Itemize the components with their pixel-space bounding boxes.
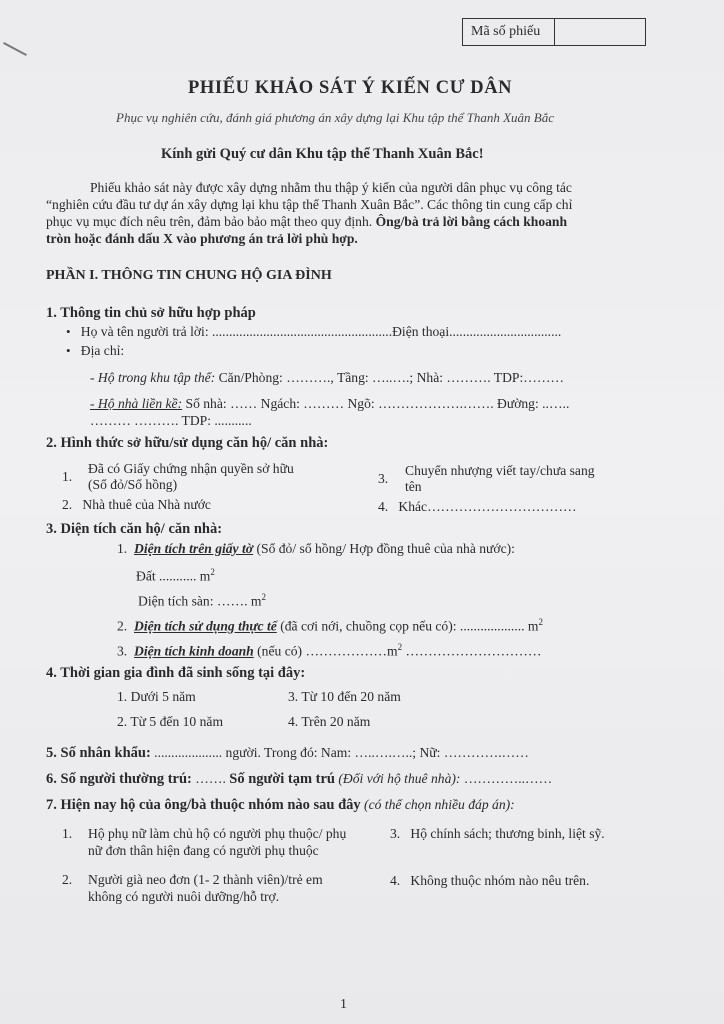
q7-option-2-num[interactable]: 2. bbox=[62, 872, 73, 887]
intro-line-1: Phiếu khảo sát này được xây dựng nhằm thu thập ý kiến của người dân phục vụ công tác bbox=[90, 180, 572, 195]
q2-option-4[interactable]: 4. Khác…………………………… bbox=[378, 499, 577, 514]
q1-title: 1. Thông tin chủ sở hữu hợp pháp bbox=[46, 305, 256, 321]
intro-line-2: “nghiên cứu đầu tư dự án xây dựng lại khu tập thể Thanh Xuân Bắc”. Các thông tin cung cấp chỉ bbox=[46, 197, 573, 212]
adjacent-house-row-cont[interactable]: ……… ………. TDP: ........... bbox=[90, 413, 252, 428]
pen-mark bbox=[3, 42, 27, 56]
q2-option-1-num[interactable]: 1. bbox=[62, 469, 73, 484]
q5-row[interactable]: 5. Số nhân khẩu: .................... người. Trong đó: Nam: …..….…..; Nữ: ………….…… bbox=[46, 745, 529, 761]
q7-title: 7. Hiện nay hộ của ông/bà thuộc nhóm nào sau đây (có thể chọn nhiều đáp án): bbox=[46, 797, 515, 813]
form-code-box bbox=[462, 18, 646, 46]
q2-option-2[interactable]: 2. Nhà thuê của Nhà nước bbox=[62, 497, 211, 512]
q7-option-2-line2[interactable]: không có người nuôi dưỡng/hỗ trợ. bbox=[88, 889, 280, 904]
q2-option-3-line2[interactable]: tên bbox=[405, 479, 422, 494]
phone-field[interactable]: Điện thoại................................. bbox=[392, 324, 562, 339]
q4-option-3[interactable]: 3. Từ 10 đến 20 năm bbox=[288, 689, 401, 704]
land-area-field[interactable]: Đất ........... $m^2$ bbox=[136, 567, 215, 584]
greeting: Kính gửi Quý cư dân Khu tập thể Thanh Xuân Bắc! bbox=[161, 146, 484, 162]
section-1-heading: PHẦN I. THÔNG TIN CHUNG HỘ GIA ĐÌNH bbox=[46, 268, 332, 283]
q2-option-3-line1[interactable]: Chuyển nhượng viết tay/chưa sang bbox=[405, 463, 595, 478]
q2-option-1-line2[interactable]: (Sổ đỏ/Sổ hồng) bbox=[88, 477, 178, 492]
business-area-field[interactable]: 3. Diện tích kinh doanh (nếu có) $\dots\dots\dots\dots\dots\dots m^2$ ………………………… bbox=[117, 642, 542, 659]
q3-title: 3. Diện tích căn hộ/ căn nhà: bbox=[46, 521, 223, 537]
adjacent-house-row[interactable]: - Hộ nhà liền kề: Số nhà: …… Ngách: ……… Ngõ: ……………….……. Đường: ..….. bbox=[90, 396, 570, 411]
floor-area-field[interactable]: Diện tích sàn: ……. $m^2$ bbox=[138, 592, 266, 609]
q7-option-1-line2[interactable]: nữ đơn thân hiện đang có người phụ thuộc bbox=[88, 843, 319, 858]
q4-option-2[interactable]: 2. Từ 5 đến 10 năm bbox=[117, 714, 224, 729]
q4-option-4[interactable]: 4. Trên 20 năm bbox=[288, 714, 371, 729]
actual-area-field[interactable]: 2. Diện tích sử dụng thực tế (đã cơi nới, chuồng cọp nếu có): ................... $m^2$ bbox=[117, 617, 543, 634]
q2-option-3-num[interactable]: 3. bbox=[378, 471, 389, 486]
q2-option-1-line1[interactable]: Đã có Giấy chứng nhận quyền sở hữu bbox=[88, 461, 294, 476]
q6-row[interactable]: 6. Số người thường trú: ……. Số người tạm trú (Đối với hộ thuê nhà): …………..…… bbox=[46, 771, 553, 787]
q3-item-1: 1. Diện tích trên giấy tờ (Sổ đỏ/ sổ hồng/ Hợp đồng thuê của nhà nước): bbox=[117, 541, 515, 556]
q7-option-4[interactable]: 4. Không thuộc nhóm nào nêu trên. bbox=[390, 873, 590, 888]
q1-name-row: • Họ và tên người trả lời: .....................................................Điện thoại................................. bbox=[66, 324, 562, 339]
q4-title: 4. Thời gian gia đình đã sinh sống tại đây: bbox=[46, 665, 306, 681]
form-code-value-field[interactable] bbox=[555, 19, 645, 45]
respondent-name-field[interactable]: Họ và tên người trả lời: ..................................................... bbox=[80, 324, 393, 339]
page-title: PHIẾU KHẢO SÁT Ý KIẾN CƯ DÂN bbox=[188, 78, 513, 98]
q7-option-1-line1[interactable]: Hộ phụ nữ làm chủ hộ có người phụ thuộc/ phụ bbox=[88, 826, 347, 841]
q7-option-1-num[interactable]: 1. bbox=[62, 826, 73, 841]
q1-address-row: • Địa chỉ: bbox=[66, 343, 125, 358]
q4-option-1[interactable]: 1. Dưới 5 năm bbox=[117, 689, 196, 704]
page-number: 1 bbox=[340, 997, 347, 1012]
q7-option-2-line1[interactable]: Người già neo đơn (1- 2 thành viên)/trẻ em bbox=[88, 872, 323, 887]
q2-title: 2. Hình thức sở hữu/sử dụng căn hộ/ căn nhà: bbox=[46, 435, 329, 451]
collective-housing-row[interactable]: - Hộ trong khu tập thể: Căn/Phòng: ………., Tầng: …..….; Nhà: ………. TDP:……… bbox=[90, 370, 565, 385]
intro-line-3: phục vụ mục đích nêu trên, đảm bảo bảo mật theo quy định. Ông/bà trả lời bằng cách khoanh bbox=[46, 214, 568, 229]
q7-option-3[interactable]: 3. Hộ chính sách; thương binh, liệt sỹ. bbox=[390, 826, 605, 841]
form-code-label: Mã số phiếu bbox=[463, 19, 555, 45]
page-subtitle: Phục vụ nghiên cứu, đánh giá phương án xây dựng lại Khu tập thể Thanh Xuân Bắc bbox=[116, 110, 555, 125]
intro-line-4: tròn hoặc đánh dấu X vào phương án trả lời phù hợp. bbox=[46, 231, 358, 246]
